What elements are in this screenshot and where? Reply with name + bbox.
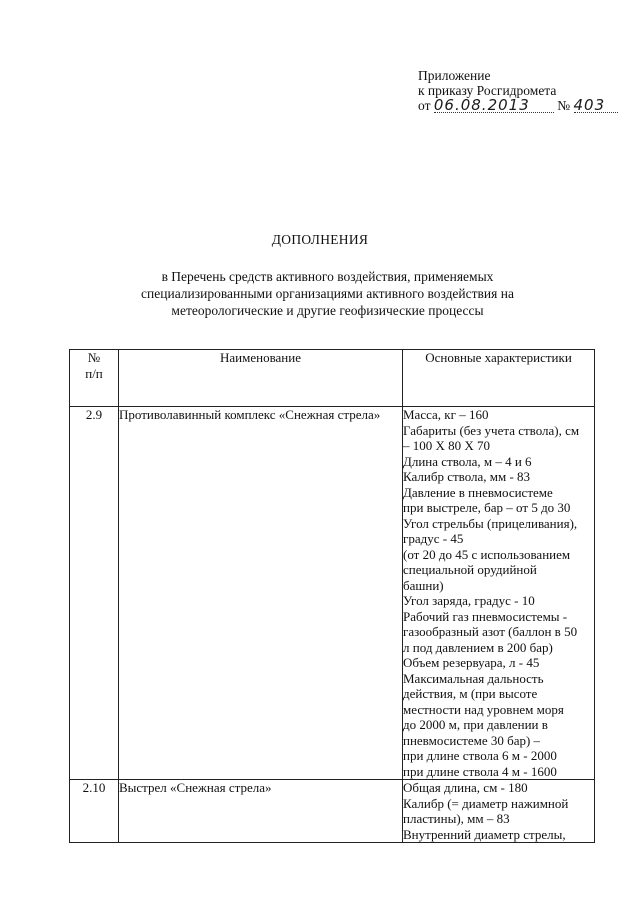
row-characteristics <box>403 407 595 780</box>
number-label: № <box>557 98 571 113</box>
characteristic-line: градус - 45 <box>403 531 464 546</box>
characteristic-line: действия, м (при высоте <box>403 686 538 701</box>
characteristic-line: пневмосистеме 30 бар) – <box>403 732 541 748</box>
table-row <box>70 407 595 780</box>
appendix-label: Приложение <box>418 68 491 83</box>
document-header <box>418 68 618 113</box>
characteristic-line: Калибр ствола, мм - 83 <box>403 469 531 484</box>
characteristic-line: Масса, кг – 160 <box>403 407 489 422</box>
characteristic-line: до 2000 м, при давлении в <box>403 717 548 732</box>
row-name: Противолавинный комплекс «Снежная стрела» <box>119 407 403 780</box>
handwritten-order-number: 403 <box>574 99 618 113</box>
document-title: ДОПОЛНЕНИЯ <box>271 232 369 247</box>
characteristic-line: – 100 Х 80 Х 70 <box>403 438 491 453</box>
characteristic-line: Внутренний диаметр стрелы, <box>403 826 566 842</box>
characteristic-line: Объем резервуара, л - 45 <box>403 655 540 670</box>
characteristic-line: газообразный азот (баллон в 50 <box>403 624 578 639</box>
row-characteristics <box>403 780 595 843</box>
equipment-table <box>69 349 595 843</box>
header-name: Наименование <box>119 350 403 407</box>
characteristic-line: Общая длина, см - 180 <box>403 780 528 795</box>
characteristic-line: Угол заряда, градус - 10 <box>403 593 535 608</box>
characteristic-line: Длина ствола, м – 4 и 6 <box>403 453 532 469</box>
document-subtitle: в Перечень средств активного воздействия, применяемых специализированными организациями активного воздействия на метеорологические и другие геофизические процессы <box>141 269 514 318</box>
handwritten-date: 06.08.2013 <box>434 99 554 113</box>
order-reference: к приказу Росгидромета <box>418 83 557 98</box>
table-header-row <box>70 350 595 407</box>
characteristic-line: л под давлением в 200 бар) <box>403 639 553 655</box>
characteristic-line: Давление в пневмосистеме <box>403 484 553 500</box>
order-date-number-line <box>418 98 618 113</box>
header-characteristics: Основные характеристики <box>403 350 595 407</box>
characteristic-line: при выстреле, бар – от 5 до 30 <box>403 500 571 515</box>
characteristic-line: Рабочий газ пневмосистемы - <box>403 608 568 624</box>
row-name: Выстрел «Снежная стрела» <box>119 780 403 843</box>
characteristic-line: специальной орудийной <box>403 562 537 577</box>
characteristic-line: пластины), мм – 83 <box>403 811 510 826</box>
characteristic-line: Угол стрельбы (прицеливания), <box>403 515 578 531</box>
characteristic-line: при длине ствола 6 м - 2000 <box>403 748 557 763</box>
characteristic-line: местности над уровнем моря <box>403 701 564 717</box>
row-number: 2.9 <box>70 407 119 780</box>
characteristic-line: башни) <box>403 577 444 593</box>
characteristic-line: (от 20 до 45 с использованием <box>403 546 571 562</box>
characteristic-line: при длине ствола 4 м - 1600 <box>403 763 557 779</box>
characteristic-line: Максимальная дальность <box>403 670 544 686</box>
characteristic-line: Габариты (без учета ствола), см <box>403 422 580 438</box>
characteristic-line: Калибр (= диаметр нажимной <box>403 795 569 811</box>
header-number: № п/п <box>70 350 119 407</box>
table-row <box>70 780 595 843</box>
from-label: от <box>418 98 431 113</box>
row-number: 2.10 <box>70 780 119 843</box>
